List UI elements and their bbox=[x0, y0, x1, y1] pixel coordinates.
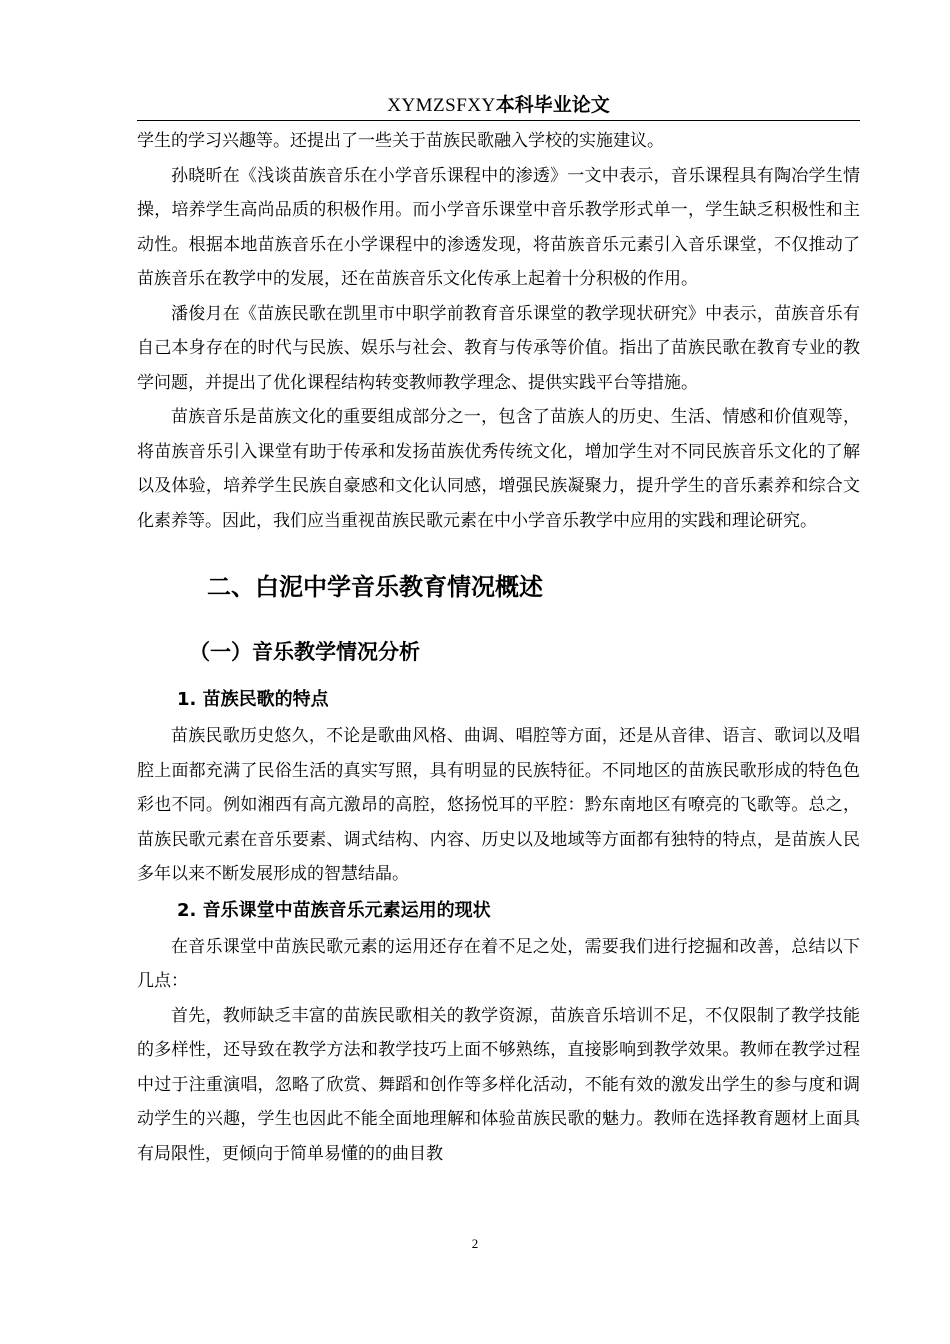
running-header bbox=[137, 92, 860, 119]
paragraph: 孙晓昕在《浅谈苗族音乐在小学音乐课程中的渗透》一文中表示，音乐课程具有陶冶学生情操，培养学生高尚品质的积极作用。而小学音乐课堂中音乐教学形式单一，学生缺乏积极性和主动性。根据本地苗族音乐在小学课程中的渗透发现，将苗族音乐元素引入音乐课堂，不仅推动了苗族音乐在教学中的发展，还在苗族音乐文化传承上起着十分积极的作用。 bbox=[137, 165, 860, 289]
header-latin: XYMZSFXY bbox=[387, 95, 496, 116]
page-number: 2 bbox=[471, 1236, 479, 1251]
document-body bbox=[137, 124, 860, 1171]
paragraph: 潘俊月在《苗族民歌在凯里市中职学前教育音乐课堂的教学现状研究》中表示，苗族音乐有自己本身存在的时代与民族、娱乐与社会、教育与传承等价值。指出了苗族民歌在教育专业的教学问题，并提出了优化课程结构转变教师教学理念、提供实践平台等措施。 bbox=[137, 303, 860, 393]
header-title: 本科毕业论文 bbox=[495, 94, 610, 116]
paragraph: 学生的学习兴趣等。还提出了一些关于苗族民歌融入学校的实施建议。 bbox=[137, 131, 664, 151]
subsection-heading: 2. 音乐课堂中苗族音乐元素运用的现状 bbox=[177, 899, 491, 921]
header-rule bbox=[137, 120, 860, 121]
chapter-heading: 二、白泥中学音乐教育情况概述 bbox=[207, 573, 543, 601]
subsection-heading: 1. 苗族民歌的特点 bbox=[177, 689, 329, 710]
section-heading: （一）音乐教学情况分析 bbox=[189, 640, 420, 664]
paragraph: 苗族音乐是苗族文化的重要组成部分之一，包含了苗族人的历史、生活、情感和价值观等，将苗族音乐引入课堂有助于传承和发扬苗族优秀传统文化，增加学生对不同民族音乐文化的了解以及体验，培养学生民族自豪感和文化认同感，增强民族凝聚力，提升学生的音乐素养和综合文化素养等。因此，我们应当重视苗族民歌元素在中小学音乐教学中应用的实践和理论研究。 bbox=[137, 407, 860, 531]
paragraph: 苗族民歌历史悠久，不论是歌曲风格、曲调、唱腔等方面，还是从音律、语言、歌词以及唱腔上面都充满了民俗生活的真实写照，具有明显的民族特征。不同地区的苗族民歌形成的特色色彩也不同。例如湘西有高亢激昂的高腔，悠扬悦耳的平腔：黔东南地区有嘹亮的飞歌等。总之，苗族民歌元素在音乐要素、调式结构、内容、历史以及地域等方面都有独特的特点，是苗族人民多年以来不断发展形成的智慧结晶。 bbox=[137, 726, 860, 884]
paragraph: 首先，教师缺乏丰富的苗族民歌相关的教学资源，苗族音乐培训不足，不仅限制了教学技能的多样性，还导致在教学方法和教学技巧上面不够熟练，直接影响到教学效果。教师在教学过程中过于注重演唱，忽略了欣赏、舞蹈和创作等多样化活动，不能有效的激发出学生的参与度和调动学生的兴趣，学生也因此不能全面地理解和体验苗族民歌的魅力。教师在选择教育题材上面具有局限性，更倾向于简单易懂的的曲目教 bbox=[137, 1005, 860, 1164]
paragraph: 在音乐课堂中苗族民歌元素的运用还存在着不足之处，需要我们进行挖掘和改善，总结以下几点： bbox=[137, 936, 860, 991]
